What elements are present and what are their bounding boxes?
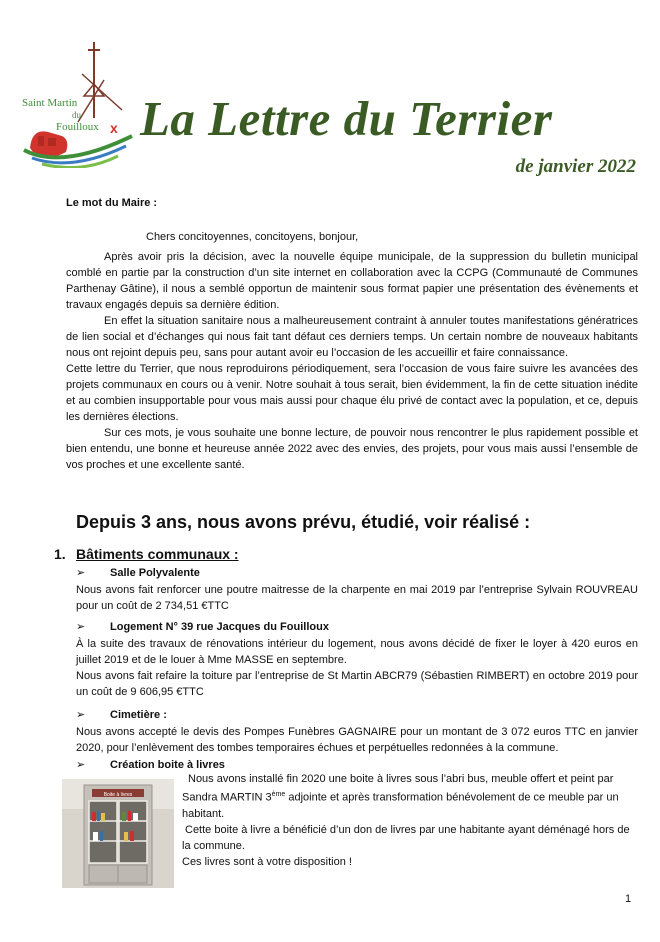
paragraph-3: Cette lettre du Terrier, que nous reproduirons périodiquement, sera l’occasion de vous faire suivre les avancées des projets communaux en cours ou à venir. Notre souhait à tous serait, bien évidemment, la fin de cette situation inédite et au combien insupportable pour vous mais aussi pour chaque élu privé de contact avec la population, et ce, depuis les dernières élections.	[66, 363, 638, 423]
boite-line-2: Cette boite à livre a bénéficié d’un don de livres par une habitante ayant déménagé hors de la commune.	[182, 823, 630, 852]
item-number: 1.	[54, 546, 66, 562]
greeting: Chers concitoyennes, concitoyens, bonjour,	[146, 231, 359, 243]
bullet-logement	[76, 620, 329, 633]
logement-text	[76, 636, 638, 700]
logo-text-1: Saint Martin	[22, 97, 78, 109]
paragraph-4: Sur ces mots, je vous souhaite une bonne lecture, de pouvoir nous rencontrer le plus rapidement possible et bien entendu, une bonne et heureuse année 2022 avec des envies, des projets, pour vous mais aussi l’ensemble de vos proches et une excellente santé.	[66, 427, 638, 471]
logement-title: Logement N° 39 rue Jacques du Fouilloux	[110, 621, 329, 633]
bullet-salle	[76, 566, 200, 579]
photo-sign: Boite à livres	[103, 792, 133, 798]
commune-logo	[22, 40, 140, 168]
bullet-cimetiere	[76, 708, 167, 721]
svg-text:x: x	[110, 120, 118, 136]
book-box-photo	[62, 779, 174, 888]
salle-text: Nous avons fait renforcer une poutre maitresse de la charpente en mai 2019 par l’entreprise Sylvain ROUVREAU pour un coût de 2 734,51 €TTC	[76, 584, 638, 612]
boite-line-1: Nous avons installé fin 2020 une boite à livres sous l’abri bus, meuble offert et peint par Sandra MARTIN 3ème adjointe et après transformation bénévolement de ce meuble par un habitant.	[182, 773, 619, 820]
logement-text-1: À la suite des travaux de rénovations intérieur du logement, nous avons décidé de fixer le loyer à 420 euros en juillet 2019 et de le louer à Mme MASSE en septembre.	[76, 638, 638, 666]
bullet-boite	[76, 758, 225, 771]
logo-text-3: Fouilloux	[56, 121, 99, 133]
newsletter-date: de janvier 2022	[515, 156, 636, 177]
paragraph-1: Après avoir pris la décision, avec la nouvelle équipe municipale, de la suppression du bulletin municipal comblé en partie par la construction d’un site internet en collaboration avec la CCPG (Communauté de Communes Parthenay Gâtine), il nous a semblé opportun de maintenir sous format papier une présentation des évènements et travaux engagés depuis sa dernière édition.	[66, 251, 638, 311]
numbered-heading	[54, 546, 239, 562]
logement-text-2: Nous avons fait refaire la toiture par l’entreprise de St Martin ABCR79 (Sébastien RIMBERT) en octobre 2019 pour un coût de 9 606,95 €TTC	[76, 670, 638, 698]
arrow-bullet-icon: ➢	[76, 621, 86, 633]
page-number: 1	[625, 893, 632, 905]
mot-du-maire-body	[66, 249, 638, 473]
salle-title: Salle Polyvalente	[110, 567, 200, 579]
mot-du-maire-label: Le mot du Maire :	[66, 197, 158, 209]
cimetiere-title: Cimetière :	[110, 709, 167, 721]
section-heading: Depuis 3 ans, nous avons prévu, étudié, voir réalisé :	[76, 512, 531, 532]
boite-text	[182, 771, 640, 870]
boite-line-3: Ces livres sont à votre disposition !	[182, 855, 352, 868]
logo-text-2: du	[72, 110, 81, 120]
paragraph-2: En effet la situation sanitaire nous a malheureusement contraint à annuler toutes manifestations génératrices de lien social et d’échanges qui nous fait tant défaut ces derniers temps. Un certain nombre de nouveaux habitants nous ont rejoint depuis peu, sans pour autant avoir eu l’occasion de les accueillir et faire connaissance.	[66, 315, 638, 359]
arrow-bullet-icon: ➢	[76, 567, 86, 579]
newsletter-title: La Lettre du Terrier	[140, 91, 553, 146]
arrow-bullet-icon: ➢	[76, 709, 86, 721]
boite-title: Création boite à livres	[110, 759, 225, 771]
cimetiere-text: Nous avons accepté le devis des Pompes Funèbres GAGNAIRE pour un montant de 3 072 euros TTC en janvier 2020, pour l’enlèvement des tombes temporaires échues et perpétuelles redonnées à la commune.	[76, 726, 638, 754]
item-title: Bâtiments communaux :	[76, 546, 239, 562]
arrow-bullet-icon: ➢	[76, 759, 86, 771]
